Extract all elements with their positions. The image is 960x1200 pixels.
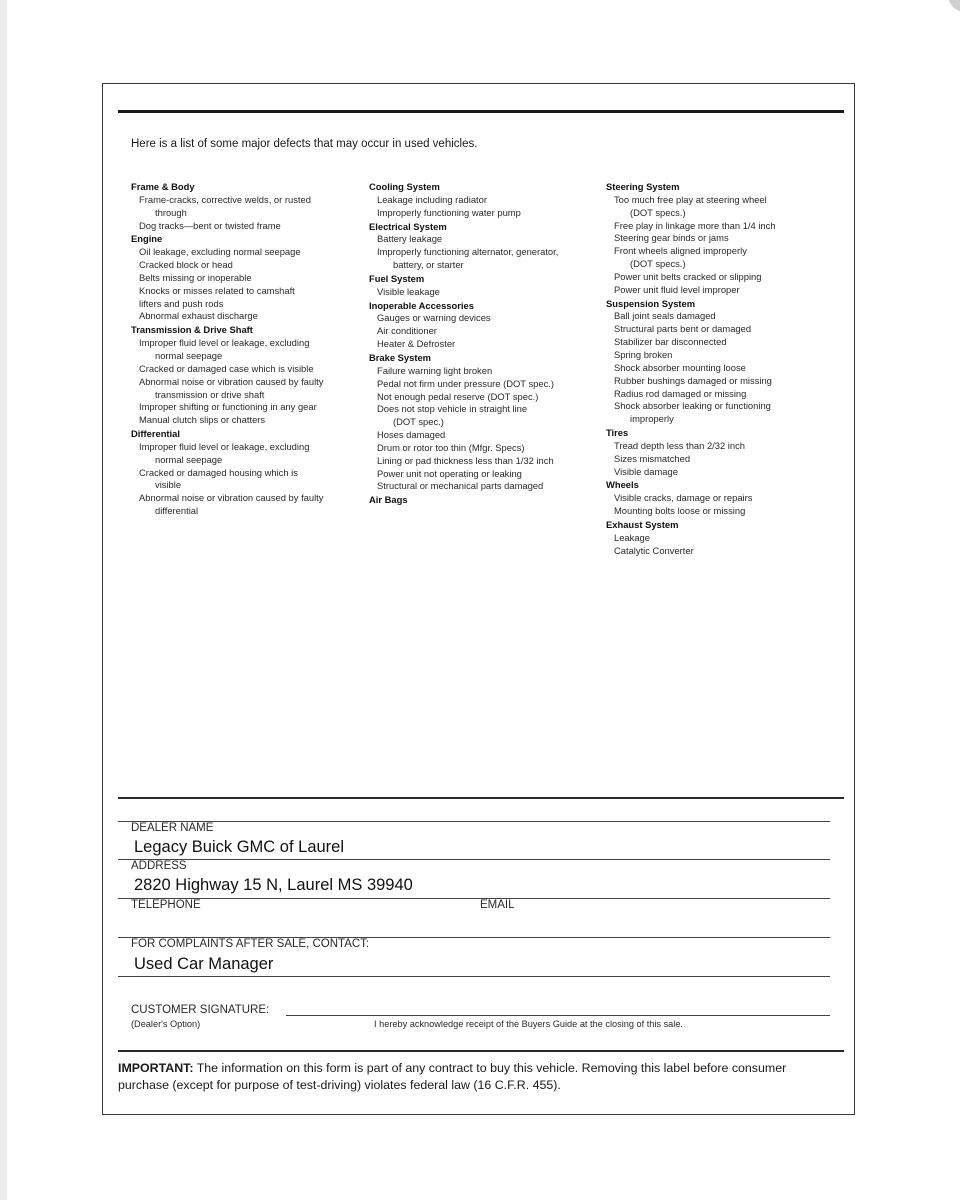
defect-item: Improper fluid level or leakage, excluding normal seepage — [139, 337, 310, 361]
acknowledge-note: I hereby acknowledge receipt of the Buyers Guide at the closing of this sale. — [374, 1019, 683, 1029]
defect-category: Steering System — [606, 181, 680, 192]
defect-item: Improper shifting or functioning in any gear — [139, 401, 317, 413]
defect-category: Electrical System — [369, 220, 447, 232]
defect-item: Cracked or damaged case which is visible — [139, 362, 314, 374]
defect-item: Knocks or misses related to camshaft — [139, 284, 295, 296]
section-rule — [118, 797, 844, 799]
rule-line — [118, 821, 830, 822]
defect-item: Visible damage — [614, 465, 678, 477]
dealer-name-value: Legacy Buick GMC of Laurel — [134, 838, 345, 856]
defect-item: Front wheels aligned improperly (DOT specs.) — [614, 245, 747, 270]
rule-line — [118, 859, 830, 860]
address-value: 2820 Highway 15 N, Laurel MS 39940 — [134, 876, 413, 894]
important-label: IMPORTANT: — [118, 1061, 194, 1075]
defect-item: Improper fluid level or leakage, excluding normal seepage — [139, 440, 310, 465]
defect-item: Cracked block or head — [139, 259, 233, 271]
defect-item: Sizes mismatched — [614, 452, 691, 464]
defects-column-1 — [131, 180, 359, 518]
defect-category: Transmission & Drive Shaft — [131, 324, 253, 336]
intro-text: Here is a list of some major defects that may occur in used vehicles. — [131, 138, 478, 150]
defect-item: Steering gear binds or jams — [614, 232, 729, 244]
defect-category: Exhaust System — [606, 518, 679, 530]
scroll-corner — [948, 0, 960, 12]
complaints-label: FOR COMPLAINTS AFTER SALE, CONTACT: — [131, 938, 370, 950]
defect-item: Manual clutch slips or chatters — [139, 414, 266, 426]
rule-line — [118, 898, 830, 899]
buyers-guide-form — [102, 83, 855, 1115]
defect-category: Differential — [131, 428, 180, 440]
defect-item: Power unit fluid level improper — [614, 283, 740, 295]
defect-item: Battery leakage — [377, 233, 443, 245]
defect-item: Structural parts bent or damaged — [614, 323, 752, 335]
page-edge — [0, 0, 7, 1200]
defects-column-2 — [369, 180, 601, 507]
defect-item: lifters and push rods — [139, 297, 224, 309]
defect-item: Hoses damaged — [377, 429, 446, 441]
defect-category: Fuel System — [369, 272, 425, 284]
defects-column-3 — [606, 180, 838, 557]
defect-item: Belts missing or inoperable — [139, 271, 252, 283]
defect-item: Visible leakage — [377, 285, 440, 297]
defect-item: Leakage — [614, 531, 650, 543]
defect-category: Suspension System — [606, 297, 696, 309]
defect-item: Visible cracks, damage or repairs — [614, 492, 753, 504]
defect-item: Abnormal noise or vibration caused by faulty differential — [139, 492, 324, 517]
defect-item: Gauges or warning devices — [377, 312, 491, 324]
defect-item: Frame-cracks, corrective welds, or rusted through — [139, 193, 311, 218]
defect-item: Shock absorber mounting loose — [614, 361, 746, 373]
defect-category: Wheels — [606, 479, 639, 491]
defect-item: Failure warning light broken — [377, 364, 493, 376]
complaints-value: Used Car Manager — [134, 955, 274, 973]
defect-item: Power unit not operating or leaking — [377, 467, 522, 479]
defect-item: Drum or rotor too thin (Mfgr. Specs) — [377, 441, 525, 453]
telephone-label: TELEPHONE — [131, 899, 201, 911]
top-rule — [118, 110, 844, 113]
defect-item: Free play in linkage more than 1/4 inch — [614, 219, 776, 231]
defect-category: Cooling System — [369, 181, 440, 192]
dealer-name-label: DEALER NAME — [131, 822, 214, 834]
defect-item: Spring broken — [614, 348, 673, 360]
signature-line[interactable] — [286, 1015, 830, 1016]
defect-item: Pedal not firm under pressure (DOT spec.) — [377, 377, 554, 389]
important-text: The information on this form is part of any contract to buy this vehicle. Removing this label before consumer purchase (except for purpose of test-driving) violates federal law (16 C.F.R. 455). — [118, 1061, 787, 1092]
defect-category: Frame & Body — [131, 181, 195, 192]
defect-item: Too much free play at steering wheel (DOT specs.) — [614, 193, 767, 218]
defect-category: Engine — [131, 233, 163, 245]
defect-item: Abnormal noise or vibration caused by faulty transmission or drive shaft — [139, 375, 324, 400]
defect-item: Shock absorber leaking or functioning improperly — [614, 400, 771, 425]
defect-item: Leakage including radiator — [377, 193, 487, 205]
signature-label: CUSTOMER SIGNATURE: — [131, 1004, 270, 1016]
defect-item: Tread depth less than 2/32 inch — [614, 439, 745, 451]
defect-item: Rubber bushings damaged or missing — [614, 374, 772, 386]
defect-category: Tires — [606, 427, 629, 439]
defect-item: Lining or pad thickness less than 1/32 inch — [377, 454, 554, 466]
defect-item: Heater & Defroster — [377, 338, 456, 350]
defect-item: Does not stop vehicle in straight line (DOT spec.) — [377, 403, 528, 428]
address-label: ADDRESS — [131, 860, 187, 872]
defect-item: Oil leakage, excluding normal seepage — [139, 246, 301, 258]
defect-item: Dog tracks—bent or twisted frame — [139, 219, 281, 231]
rule-line — [118, 976, 830, 977]
defect-category: Brake System — [369, 351, 432, 363]
bottom-rule — [118, 1050, 844, 1052]
defect-item: Improperly functioning alternator, generator, battery, or starter — [377, 246, 559, 271]
defect-category: Air Bags — [369, 494, 408, 506]
defect-item: Cracked or damaged housing which is visible — [139, 466, 298, 491]
email-label: EMAIL — [480, 899, 515, 911]
defect-category: Inoperable Accessories — [369, 299, 474, 311]
important-notice — [118, 1060, 838, 1094]
defect-item: Air conditioner — [377, 325, 437, 337]
defect-item: Catalytic Converter — [614, 544, 694, 556]
defect-item: Stabilizer bar disconnected — [614, 336, 727, 348]
defect-item: Ball joint seals damaged — [614, 310, 716, 322]
dealer-option-note: (Dealer's Option) — [131, 1019, 201, 1029]
defect-item: Structural or mechanical parts damaged — [377, 480, 544, 492]
defect-item: Power unit belts cracked or slipping — [614, 270, 762, 282]
defect-item: Abnormal exhaust discharge — [139, 310, 258, 322]
defect-item: Improperly functioning water pump — [377, 206, 521, 218]
defect-item: Mounting bolts loose or missing — [614, 505, 746, 517]
defect-item: Radius rod damaged or missing — [614, 387, 747, 399]
defect-item: Not enough pedal reserve (DOT spec.) — [377, 390, 539, 402]
